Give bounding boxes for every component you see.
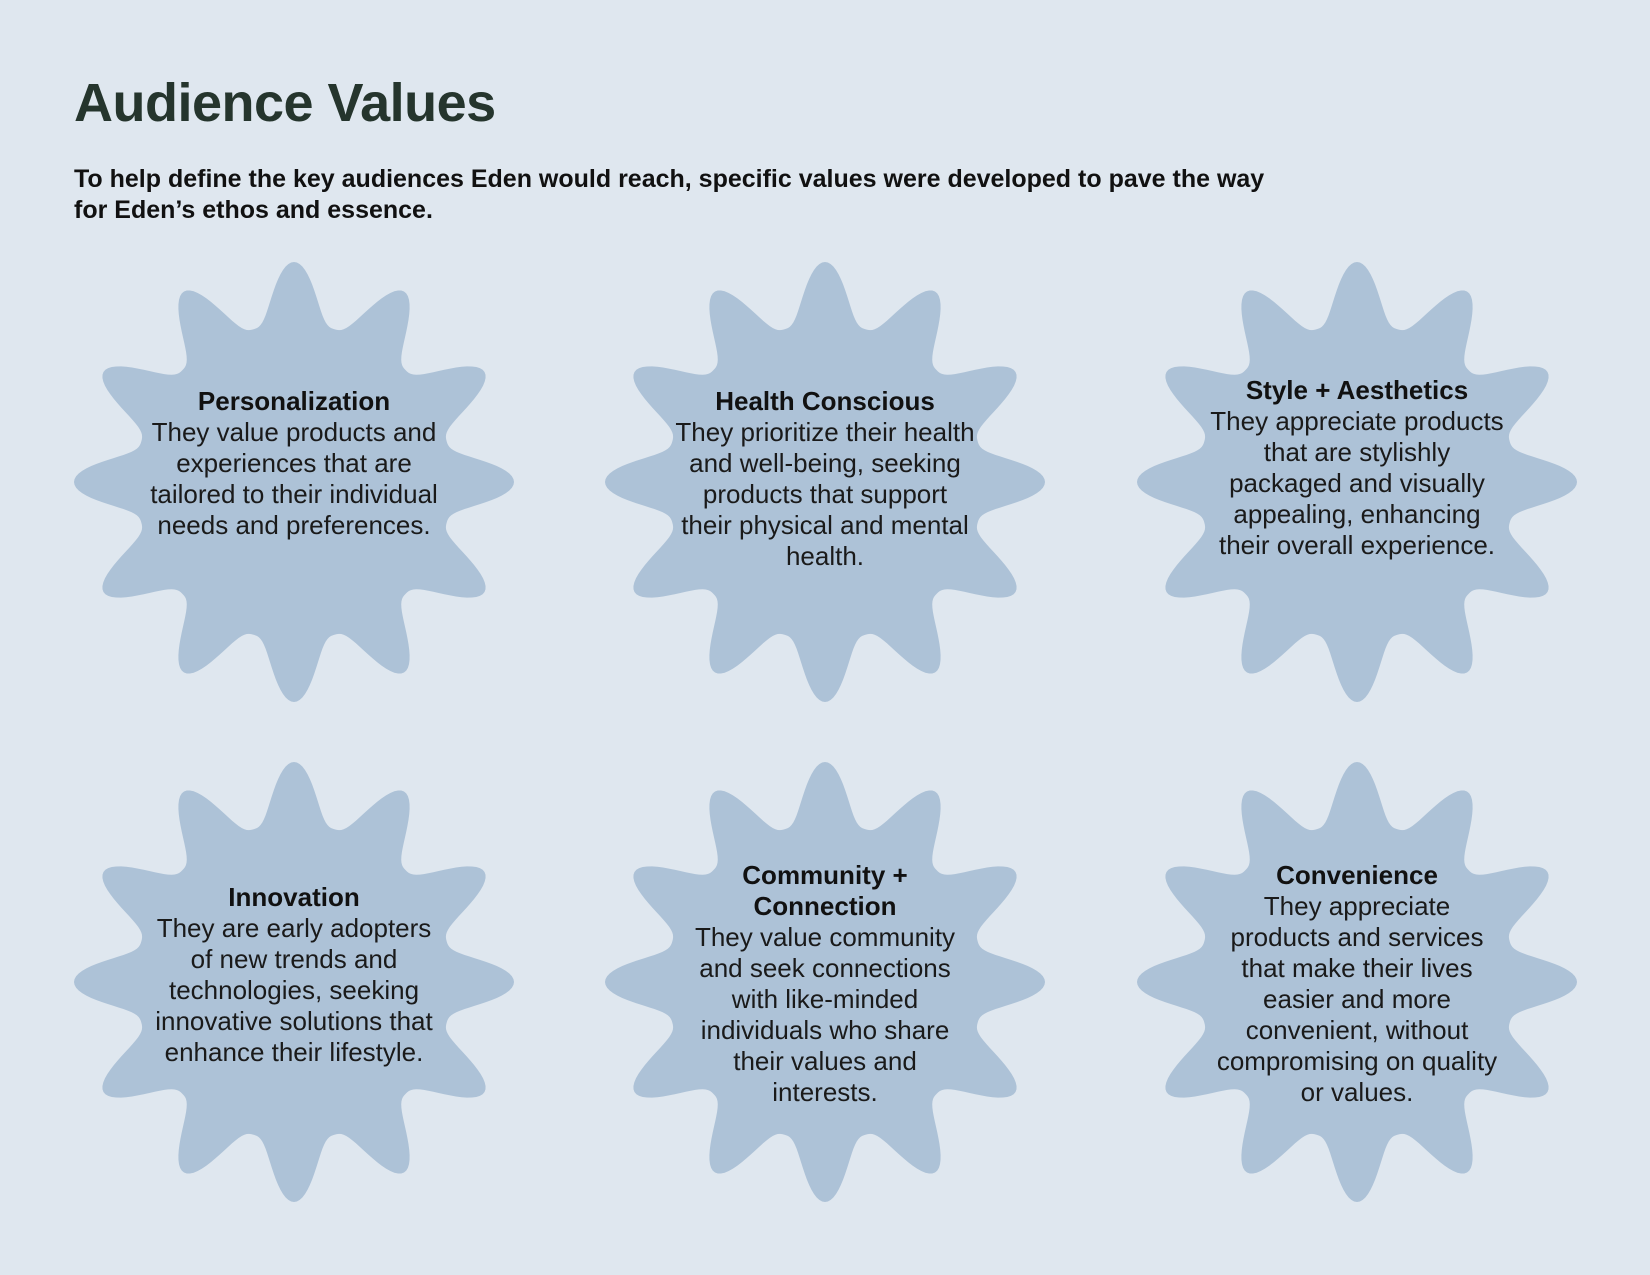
value-badge-text xyxy=(675,386,975,572)
value-title: Convenience xyxy=(1276,860,1438,890)
value-title: Personalization xyxy=(197,386,391,416)
value-title: Community + Connection xyxy=(742,860,908,921)
value-badge-community-connection xyxy=(605,762,1045,1202)
value-title: Health Conscious xyxy=(715,386,935,416)
value-badge-innovation xyxy=(74,762,514,1202)
value-title: Innovation xyxy=(228,882,360,912)
value-description: They value products and experiences that are tailored to their individual needs and preferences. xyxy=(150,417,438,540)
value-description: They appreciate products and services that make their lives easier and more convenient, without compromising on quality or values. xyxy=(1216,891,1498,1107)
value-description: They appreciate products that are stylishly packaged and visually appealing, enhancing their overall experience. xyxy=(1210,406,1504,560)
value-badge-health-conscious xyxy=(605,262,1045,702)
value-description: They prioritize their health and well-being, seeking products that support their physical and mental health. xyxy=(675,417,975,571)
value-badge-text xyxy=(680,860,970,1108)
value-description: They are early adopters of new trends and technologies, seeking innovative solutions that enhance their lifestyle. xyxy=(155,913,433,1067)
value-badge-style-aesthetics xyxy=(1137,262,1577,702)
value-badge-text xyxy=(1207,375,1507,561)
value-description: They value community and seek connections with like-minded individuals who share their values and interests. xyxy=(694,922,956,1107)
page-subtitle: To help define the key audiences Eden would reach, specific values were developed to pave the way for Eden’s ethos and essence. xyxy=(74,165,1265,224)
value-title: Style + Aesthetics xyxy=(1245,375,1469,405)
value-badge-text xyxy=(144,386,444,541)
value-badge-text xyxy=(1212,860,1502,1108)
value-badge-personalization xyxy=(74,262,514,702)
value-badge-convenience xyxy=(1137,762,1577,1202)
page-title: Audience Values xyxy=(74,73,496,133)
value-badge-text xyxy=(144,882,444,1068)
